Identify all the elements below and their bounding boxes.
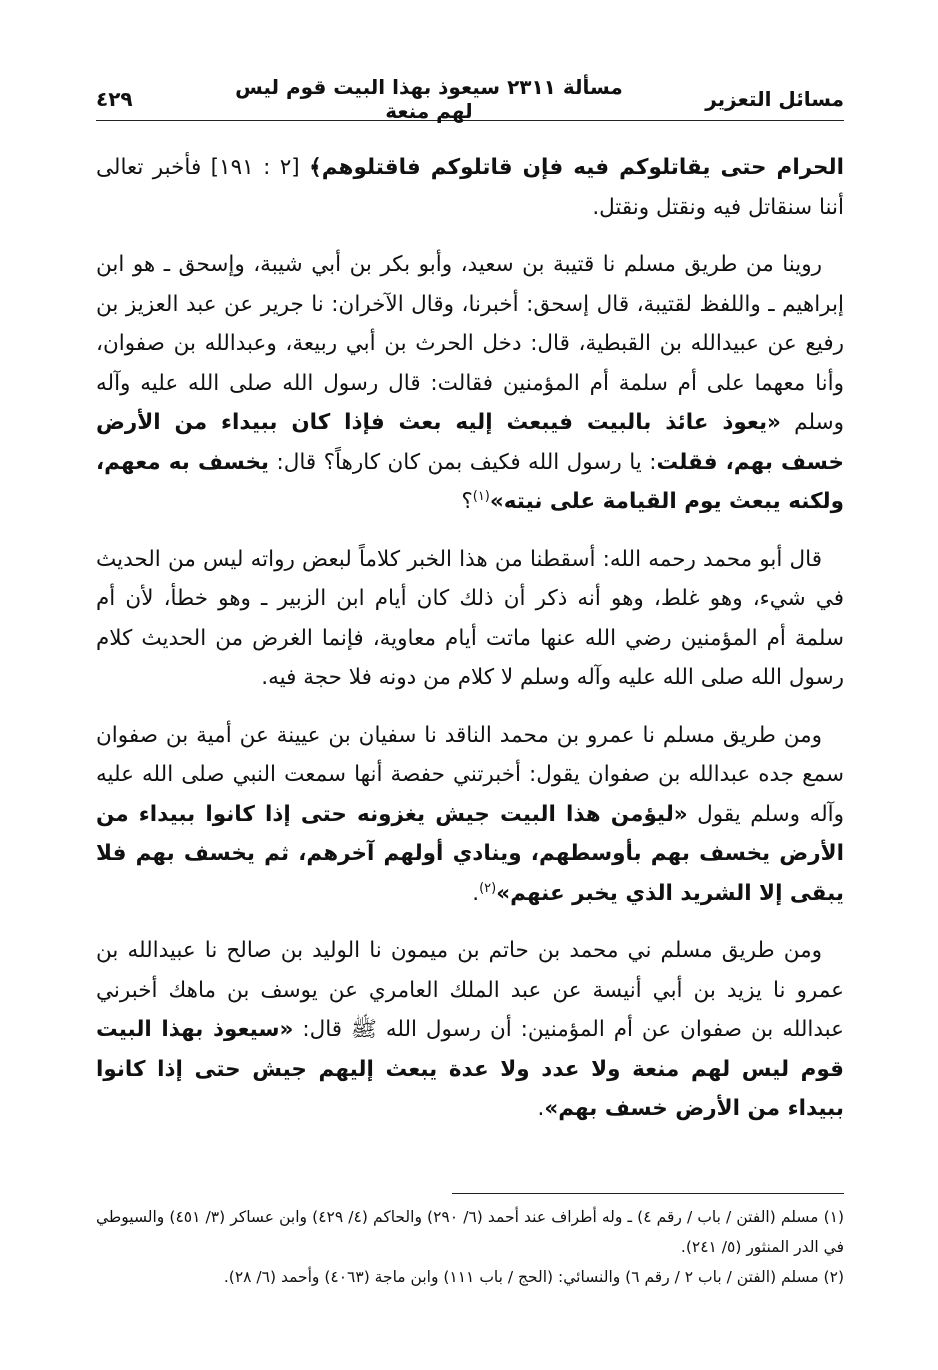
page-number: ٤٢٩	[96, 87, 133, 111]
paragraph-1-text: [٢ : ١٩١] فأخبر تعالى أننا سنقاتل فيه ونقتل ونقتل.	[96, 155, 844, 220]
paragraph-4-end: .	[472, 880, 480, 906]
book-page	[96, 75, 845, 1338]
footnote-divider	[452, 1193, 844, 1194]
paragraph-3	[96, 540, 844, 698]
paragraph-4	[96, 716, 844, 914]
footnotes	[96, 1202, 844, 1292]
paragraph-2	[96, 245, 844, 522]
hadith-text-1: «يعوذ عائذ بالبيت فيبعث إليه بعث فإذا كان ببيداء من الأرض خسف بهم، فقلت	[96, 410, 844, 475]
chapter-title: مسائل التعزير	[705, 87, 844, 111]
hadith-text-2: «ليؤمن هذا البيت جيش يغزونه حتى إذا كانوا ببيداء من الأرض يخسف بهم بأوسطهم، وينادي أولهم آخرهم، ثم يخسف بهم فلا يبقى إلا الشريد الذي يخبر عنهم»	[96, 801, 844, 906]
running-header	[96, 75, 844, 123]
paragraph-5-isnad: ومن طريق مسلم ني محمد بن حاتم بن ميمون نا الوليد بن صالح نا عبيدالله بن عمرو نا يزيد بن أبي أنيسة عن عبد الملك العامري عن يوسف بن ماهك أخبرني عبدالله بن صفوان عن أم المؤمنين: أن رسول الله ﷺ قال:	[96, 938, 844, 1042]
paragraph-5-end: .	[537, 1096, 545, 1121]
paragraph-2-isnad: روينا من طريق مسلم نا قتيبة بن سعيد، وأبو بكر بن أبي شيبة، وإسحق ـ هو ابن إبراهيم ـ واللفظ لقتيبة، قال إسحق: أخبرنا، وقال الآخران: نا جرير عن عبد العزيز بن رفيع عن عبيدالله بن القبطية، قال: دخل الحرث بن أبي ربيعة، وعبدالله بن صفوان، وأنا معهما على أم سلمة أم المؤمنين فقالت: قال رسول الله صلى الله عليه وآله وسلم	[96, 252, 844, 435]
paragraph-4-isnad: ومن طريق مسلم نا عمرو بن محمد الناقد نا سفيان بن عيينة عن أمية بن صفوان سمع جده عبدالله بن صفوان يقول: أخبرتني حفصة أنها سمعت النبي صلى الله عليه وآله وسلم يقول	[96, 722, 844, 827]
paragraph-1	[96, 148, 844, 227]
footnote-2: (٢) مسلم (الفتن / باب ٢ / رقم ٦) والنسائي: (الحج / باب ١١١) وابن ماجة (٤٠٦٣) وأحمد (٦/ ٢٨).	[223, 1268, 844, 1286]
footnote-1: (١) مسلم (الفتن / باب / رقم ٤) ـ وله أطراف عند أحمد (٦/ ٢٩٠) والحاكم (٤/ ٤٢٩) وابن عساكر (٣/ ٤٥١) والسيوطي في الدر المنثور (٥/ ٢٤١).	[96, 1208, 845, 1256]
footnote-ref-2[interactable]: (٢)	[479, 880, 497, 896]
footnote-ref-1[interactable]: (١)	[472, 488, 490, 504]
hadith-text-3: «سيعوذ بهذا البيت قوم ليس لهم منعة ولا عدد ولا عدة يبعث إليهم جيش حتى إذا كانوا ببيداء من الأرض خسف بهم»	[96, 1017, 844, 1121]
paragraph-2-question: : يا رسول الله فكيف بمن كان كارهاً؟ قال:	[269, 449, 657, 475]
quran-quote: الحرام حتى يقاتلوكم فيه فإن قاتلوكم فاقتلوهم﴾	[309, 155, 844, 180]
issue-title: مسألة ٢٣١١ سيعوذ بهذا البيت قوم ليس لهم منعة	[235, 75, 623, 123]
hadith-text-1-answer: يخسف به معهم، ولكنه يبعث يوم القيامة على نيته»	[96, 449, 844, 514]
paragraph-5	[96, 931, 844, 1129]
paragraph-2-end: ؟	[461, 489, 473, 514]
main-text	[96, 148, 844, 1147]
paragraph-3-text: قال أبو محمد رحمه الله: أسقطنا من هذا الخبر كلاماً لبعض رواته ليس من الحديث في شيء، وهو غلط، وهو أنه ذكر أن ذلك كان أيام ابن الزبير ـ وهو خطأ، لأن أم سلمة أم المؤمنين رضي الله عنها ماتت أيام معاوية، فإنما الغرض من الحديث كلام رسول الله صلى الله عليه وآله وسلم لا كلام من دونه فلا حجة فيه.	[96, 546, 844, 690]
